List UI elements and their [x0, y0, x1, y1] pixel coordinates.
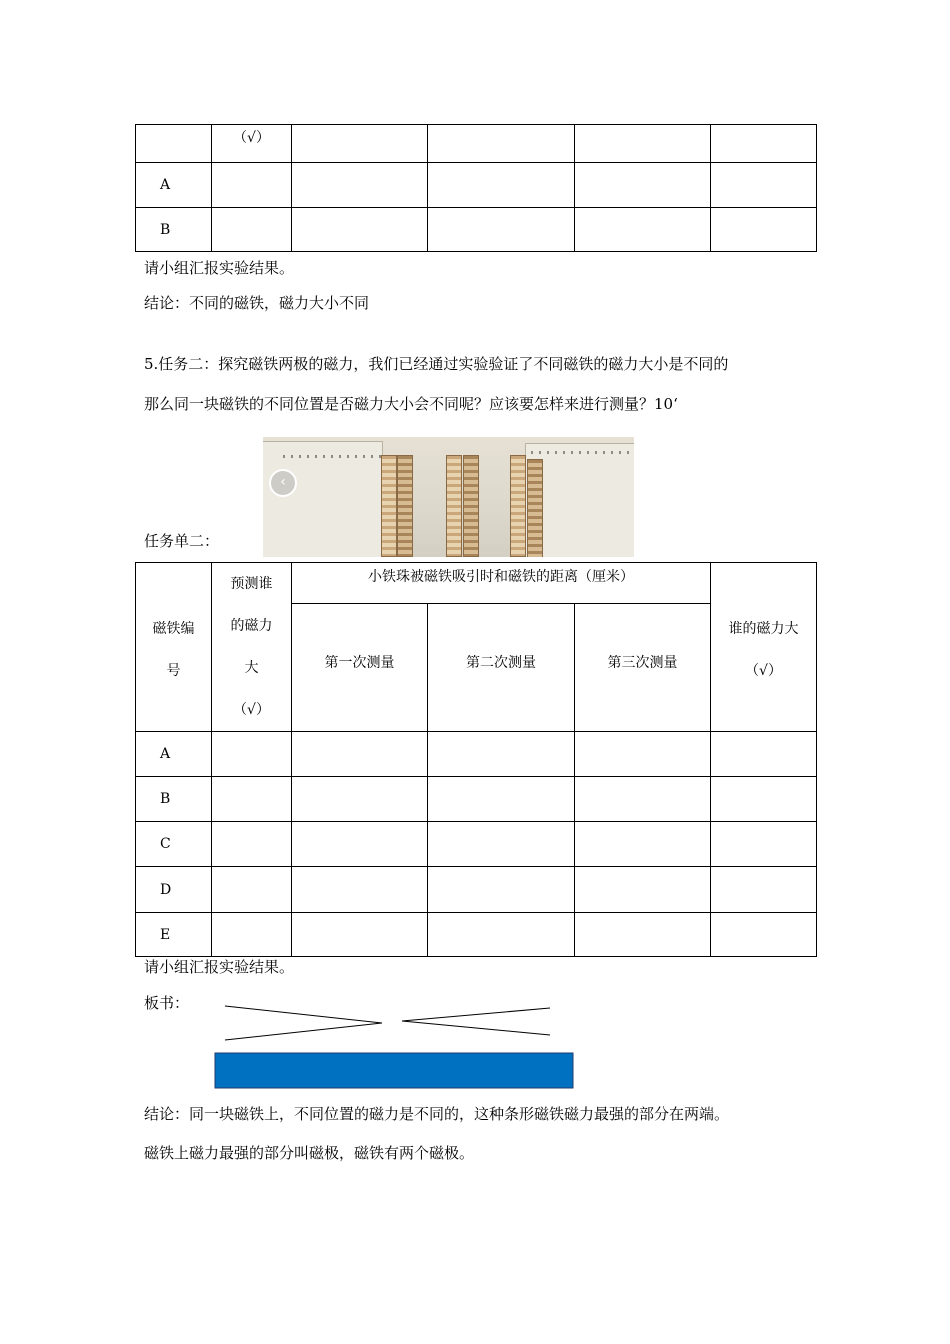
experiment-photo	[263, 437, 634, 557]
table-row	[136, 732, 817, 777]
table-cell	[428, 125, 575, 163]
table-cell	[428, 867, 575, 913]
table-cell	[575, 732, 711, 777]
table-cell	[212, 777, 292, 822]
table-cell: （√）	[212, 125, 292, 163]
table-cell	[292, 125, 428, 163]
row-label: E	[136, 913, 212, 957]
table-cell	[292, 867, 428, 913]
table-header-row	[136, 563, 817, 604]
field-line	[225, 1006, 382, 1023]
table-cell	[212, 867, 292, 913]
row-label: B	[136, 208, 212, 252]
table-cell	[575, 777, 711, 822]
table-cell	[292, 777, 428, 822]
header-prediction: 预测谁 的磁力 大 （√）	[212, 563, 292, 732]
task2-text-line1: 5.任务二：探究磁铁两极的磁力，我们已经通过实验验证了不同磁铁的磁力大小是不同的	[144, 355, 729, 373]
table-cell	[575, 163, 711, 208]
task2-text-line2: 那么同一块磁铁的不同位置是否磁力大小会不同呢？应该要怎样来进行测量？10‘	[144, 395, 678, 413]
table-cell	[711, 732, 817, 777]
header-measure-2: 第二次测量	[428, 604, 575, 732]
table-cell	[292, 913, 428, 957]
report-text-2: 请小组汇报实验结果。	[144, 958, 295, 976]
table-cell	[711, 208, 817, 252]
table-cell	[292, 822, 428, 867]
table-cell	[212, 208, 292, 252]
header-measure-1: 第一次测量	[292, 604, 428, 732]
table-cell	[212, 732, 292, 777]
table-cell	[428, 822, 575, 867]
conclusion-text-3: 磁铁上磁力最强的部分叫磁极，磁铁有两个磁极。	[144, 1144, 475, 1162]
table-cell	[575, 867, 711, 913]
header-distance: 小铁珠被磁铁吸引时和磁铁的距离（厘米）	[292, 563, 711, 604]
row-label: C	[136, 822, 212, 867]
table-row	[136, 913, 817, 957]
table-row	[136, 163, 817, 208]
table-row	[136, 867, 817, 913]
table-row	[136, 822, 817, 867]
table-cell	[136, 125, 212, 163]
table-cell	[575, 208, 711, 252]
table-cell	[212, 163, 292, 208]
table-cell	[711, 822, 817, 867]
table-cell	[711, 867, 817, 913]
table-cell	[428, 777, 575, 822]
report-text-1: 请小组汇报实验结果。	[144, 259, 295, 277]
table-row	[136, 208, 817, 252]
table-cell	[711, 125, 817, 163]
row-label: A	[136, 732, 212, 777]
table-cell	[711, 777, 817, 822]
header-measure-3: 第三次测量	[575, 604, 711, 732]
field-line	[402, 1008, 550, 1021]
table-cell	[212, 822, 292, 867]
results-table-1	[135, 124, 817, 252]
table-cell	[575, 822, 711, 867]
row-label: D	[136, 867, 212, 913]
table-cell	[575, 125, 711, 163]
table-row	[136, 777, 817, 822]
table-row	[136, 125, 817, 163]
table-cell	[428, 913, 575, 957]
table-cell	[212, 913, 292, 957]
table-cell	[292, 163, 428, 208]
header-magnet-number: 磁铁编 号	[136, 563, 212, 732]
table-cell	[292, 732, 428, 777]
table-cell	[711, 163, 817, 208]
table-cell	[428, 163, 575, 208]
table-cell	[292, 208, 428, 252]
conclusion-text-2: 结论：同一块磁铁上，不同位置的磁力是不同的，这种条形磁铁磁力最强的部分在两端。	[144, 1105, 730, 1123]
table-cell	[711, 913, 817, 957]
table-cell	[575, 913, 711, 957]
conclusion-text-1: 结论：不同的磁铁，磁力大小不同	[144, 294, 370, 312]
row-label: A	[136, 163, 212, 208]
field-line	[402, 1021, 550, 1035]
chevron-left-icon[interactable]: ‹	[269, 469, 297, 497]
header-stronger: 谁的磁力大 （√）	[711, 563, 817, 732]
magnet-bar	[215, 1053, 573, 1088]
board-diagram	[210, 998, 580, 1093]
table-cell	[428, 732, 575, 777]
table-cell	[428, 208, 575, 252]
results-table-2	[135, 562, 817, 957]
field-line	[225, 1023, 382, 1040]
board-label: 板书：	[144, 994, 190, 1012]
row-label: B	[136, 777, 212, 822]
tasksheet-label: 任务单二：	[144, 532, 220, 550]
